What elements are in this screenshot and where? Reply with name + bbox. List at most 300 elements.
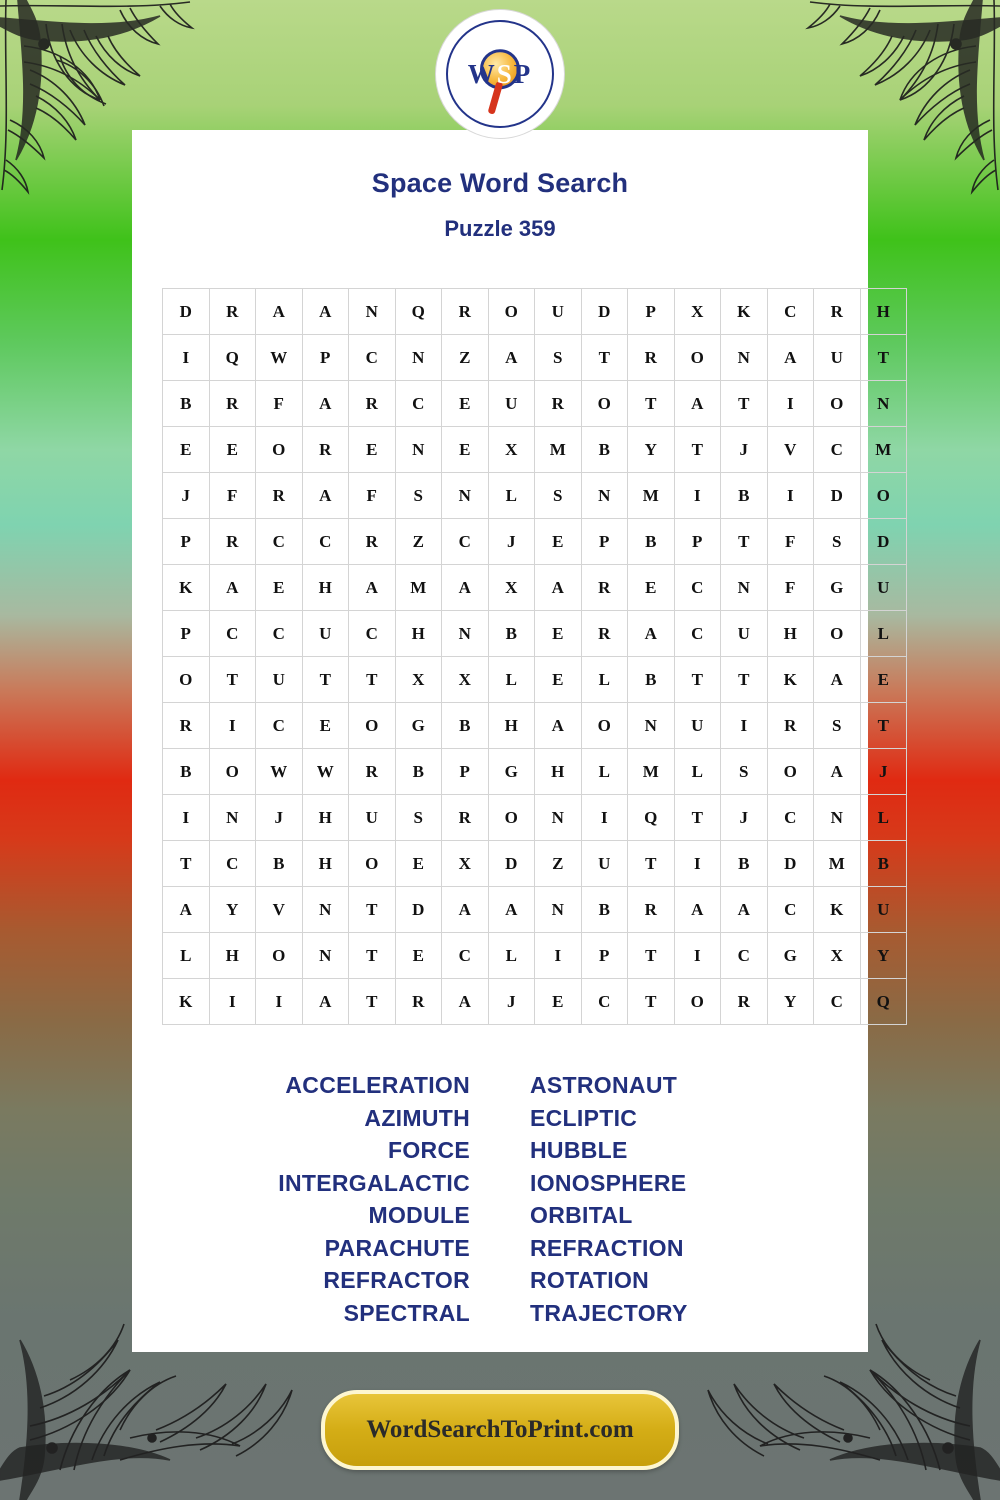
grid-row: [163, 933, 907, 979]
grid-cell[interactable]: R: [442, 795, 489, 841]
grid-cell[interactable]: U: [860, 565, 907, 611]
grid-cell[interactable]: Y: [209, 887, 256, 933]
grid-cell[interactable]: T: [721, 519, 768, 565]
grid-row: [163, 565, 907, 611]
grid-cell[interactable]: K: [767, 657, 814, 703]
grid-cell[interactable]: P: [581, 933, 628, 979]
grid-cell[interactable]: T: [349, 933, 396, 979]
grid-cell[interactable]: B: [721, 841, 768, 887]
grid-cell[interactable]: H: [860, 289, 907, 335]
logo-letter-p: P: [513, 58, 533, 89]
grid-cell[interactable]: J: [256, 795, 303, 841]
grid-cell[interactable]: Y: [628, 427, 675, 473]
grid-row: [163, 381, 907, 427]
grid-cell[interactable]: T: [674, 427, 721, 473]
word-list-item: REFRACTION: [530, 1234, 684, 1261]
grid-cell[interactable]: M: [628, 749, 675, 795]
grid-cell[interactable]: P: [442, 749, 489, 795]
grid-cell[interactable]: P: [163, 611, 210, 657]
grid-cell[interactable]: B: [628, 657, 675, 703]
grid-cell[interactable]: H: [767, 611, 814, 657]
grid-cell[interactable]: B: [256, 841, 303, 887]
grid-cell[interactable]: M: [860, 427, 907, 473]
grid-cell[interactable]: R: [256, 473, 303, 519]
word-list-column-left: [210, 1069, 500, 1329]
grid-cell[interactable]: B: [163, 381, 210, 427]
grid-cell[interactable]: A: [814, 657, 861, 703]
grid-cell[interactable]: B: [581, 887, 628, 933]
grid-cell[interactable]: U: [256, 657, 303, 703]
grid-cell[interactable]: R: [209, 381, 256, 427]
grid-cell[interactable]: O: [488, 289, 535, 335]
grid-cell[interactable]: L: [488, 657, 535, 703]
grid-cell[interactable]: L: [488, 933, 535, 979]
grid-cell[interactable]: E: [860, 657, 907, 703]
grid-cell[interactable]: A: [767, 335, 814, 381]
grid-cell[interactable]: N: [302, 933, 349, 979]
grid-cell[interactable]: B: [860, 841, 907, 887]
word-list: [132, 1069, 868, 1329]
grid-cell[interactable]: N: [814, 795, 861, 841]
grid-cell[interactable]: E: [395, 841, 442, 887]
grid-cell[interactable]: R: [814, 289, 861, 335]
grid-cell[interactable]: I: [209, 979, 256, 1025]
word-list-item: AZIMUTH: [364, 1104, 470, 1131]
grid-cell[interactable]: E: [442, 381, 489, 427]
grid-cell[interactable]: A: [302, 381, 349, 427]
grid-cell[interactable]: A: [302, 289, 349, 335]
grid-cell[interactable]: N: [209, 795, 256, 841]
grid-cell[interactable]: T: [860, 335, 907, 381]
grid-cell[interactable]: H: [535, 749, 582, 795]
grid-cell[interactable]: X: [674, 289, 721, 335]
grid-cell[interactable]: A: [488, 335, 535, 381]
grid-cell[interactable]: T: [628, 979, 675, 1025]
grid-cell[interactable]: Z: [535, 841, 582, 887]
grid-cell[interactable]: R: [767, 703, 814, 749]
grid-cell[interactable]: E: [349, 427, 396, 473]
grid-cell[interactable]: Q: [395, 289, 442, 335]
grid-cell[interactable]: B: [628, 519, 675, 565]
grid-cell[interactable]: A: [302, 979, 349, 1025]
grid-cell[interactable]: R: [581, 611, 628, 657]
grid-cell[interactable]: T: [860, 703, 907, 749]
grid-cell[interactable]: N: [860, 381, 907, 427]
grid-cell[interactable]: R: [535, 381, 582, 427]
logo-letter-s: S: [496, 58, 514, 89]
grid-cell[interactable]: I: [163, 795, 210, 841]
grid-cell[interactable]: K: [163, 565, 210, 611]
grid-cell[interactable]: B: [488, 611, 535, 657]
grid-cell[interactable]: J: [721, 795, 768, 841]
grid-row: [163, 749, 907, 795]
grid-cell[interactable]: L: [860, 611, 907, 657]
grid-cell[interactable]: E: [209, 427, 256, 473]
grid-cell[interactable]: R: [163, 703, 210, 749]
grid-cell[interactable]: U: [581, 841, 628, 887]
letter-grid-table[interactable]: [162, 288, 907, 1025]
grid-cell[interactable]: H: [488, 703, 535, 749]
grid-cell[interactable]: D: [581, 289, 628, 335]
grid-cell[interactable]: X: [488, 565, 535, 611]
grid-cell[interactable]: C: [767, 795, 814, 841]
grid-cell[interactable]: R: [302, 427, 349, 473]
grid-cell[interactable]: U: [535, 289, 582, 335]
grid-cell[interactable]: O: [256, 427, 303, 473]
grid-cell[interactable]: A: [814, 749, 861, 795]
grid-cell[interactable]: Q: [209, 335, 256, 381]
grid-cell[interactable]: A: [674, 381, 721, 427]
website-button[interactable]: [321, 1390, 679, 1470]
grid-cell[interactable]: R: [349, 519, 396, 565]
grid-cell[interactable]: O: [581, 381, 628, 427]
grid-cell[interactable]: F: [767, 519, 814, 565]
grid-cell[interactable]: B: [395, 749, 442, 795]
grid-cell[interactable]: M: [535, 427, 582, 473]
page-title: Space Word Search: [371, 168, 629, 198]
grid-cell[interactable]: V: [256, 887, 303, 933]
grid-cell[interactable]: C: [256, 611, 303, 657]
grid-cell[interactable]: E: [535, 611, 582, 657]
word-list-item: IONOSPHERE: [530, 1169, 687, 1196]
grid-cell[interactable]: N: [628, 703, 675, 749]
grid-cell[interactable]: E: [535, 657, 582, 703]
grid-cell[interactable]: A: [302, 473, 349, 519]
grid-cell[interactable]: T: [349, 979, 396, 1025]
grid-cell[interactable]: D: [488, 841, 535, 887]
grid-cell[interactable]: N: [349, 289, 396, 335]
grid-cell[interactable]: J: [488, 519, 535, 565]
grid-cell[interactable]: A: [349, 565, 396, 611]
grid-row: [163, 979, 907, 1025]
grid-cell[interactable]: C: [442, 933, 489, 979]
grid-cell[interactable]: C: [349, 335, 396, 381]
grid-cell[interactable]: B: [581, 427, 628, 473]
grid-cell[interactable]: D: [860, 519, 907, 565]
grid-cell[interactable]: L: [860, 795, 907, 841]
word-list-item: INTERGALACTIC: [278, 1169, 470, 1196]
word-list-item: ROTATION: [530, 1267, 650, 1293]
grid-cell[interactable]: E: [628, 565, 675, 611]
grid-cell[interactable]: E: [442, 427, 489, 473]
grid-cell[interactable]: N: [581, 473, 628, 519]
grid-cell[interactable]: A: [535, 703, 582, 749]
grid-cell[interactable]: K: [163, 979, 210, 1025]
grid-row: [163, 841, 907, 887]
grid-cell[interactable]: R: [209, 519, 256, 565]
grid-cell[interactable]: W: [302, 749, 349, 795]
grid-cell[interactable]: R: [581, 565, 628, 611]
word-list-item: MODULE: [368, 1202, 470, 1228]
grid-cell[interactable]: O: [488, 795, 535, 841]
grid-cell[interactable]: X: [442, 841, 489, 887]
grid-cell[interactable]: F: [349, 473, 396, 519]
grid-cell[interactable]: N: [721, 335, 768, 381]
grid-cell[interactable]: B: [721, 473, 768, 519]
grid-cell[interactable]: P: [628, 289, 675, 335]
grid-cell[interactable]: M: [395, 565, 442, 611]
grid-row: [163, 795, 907, 841]
grid-cell[interactable]: I: [767, 473, 814, 519]
grid-cell[interactable]: E: [302, 703, 349, 749]
word-list-item: PARACHUTE: [324, 1234, 470, 1261]
grid-cell[interactable]: X: [395, 657, 442, 703]
grid-cell[interactable]: M: [628, 473, 675, 519]
grid-cell[interactable]: I: [163, 335, 210, 381]
grid-cell[interactable]: O: [814, 611, 861, 657]
grid-cell[interactable]: Y: [767, 979, 814, 1025]
grid-cell[interactable]: G: [395, 703, 442, 749]
grid-cell[interactable]: W: [256, 335, 303, 381]
grid-cell[interactable]: E: [163, 427, 210, 473]
grid-cell[interactable]: P: [581, 519, 628, 565]
grid-cell[interactable]: I: [767, 381, 814, 427]
grid-cell[interactable]: X: [488, 427, 535, 473]
grid-cell[interactable]: G: [488, 749, 535, 795]
grid-cell[interactable]: I: [209, 703, 256, 749]
grid-cell[interactable]: L: [674, 749, 721, 795]
grid-cell[interactable]: N: [535, 887, 582, 933]
grid-row: [163, 473, 907, 519]
grid-row: [163, 519, 907, 565]
grid-cell[interactable]: R: [349, 749, 396, 795]
grid-cell[interactable]: C: [721, 933, 768, 979]
grid-cell[interactable]: N: [442, 473, 489, 519]
grid-cell[interactable]: O: [349, 703, 396, 749]
grid-cell[interactable]: N: [721, 565, 768, 611]
grid-cell[interactable]: T: [674, 657, 721, 703]
grid-cell[interactable]: C: [581, 979, 628, 1025]
grid-cell[interactable]: I: [535, 933, 582, 979]
grid-cell[interactable]: H: [302, 795, 349, 841]
grid-cell[interactable]: Z: [442, 335, 489, 381]
grid-cell[interactable]: T: [349, 657, 396, 703]
grid-cell[interactable]: O: [814, 381, 861, 427]
word-list-item: FORCE: [388, 1137, 470, 1163]
grid-cell[interactable]: A: [721, 887, 768, 933]
grid-cell[interactable]: S: [814, 519, 861, 565]
grid-cell[interactable]: F: [209, 473, 256, 519]
grid-cell[interactable]: U: [860, 887, 907, 933]
grid-cell[interactable]: P: [302, 335, 349, 381]
grid-cell[interactable]: D: [814, 473, 861, 519]
grid-cell[interactable]: C: [674, 565, 721, 611]
grid-cell[interactable]: C: [256, 519, 303, 565]
grid-cell[interactable]: D: [767, 841, 814, 887]
word-list-item: ECLIPTIC: [530, 1104, 638, 1131]
grid-cell[interactable]: J: [860, 749, 907, 795]
grid-cell[interactable]: X: [814, 933, 861, 979]
grid-cell[interactable]: Y: [860, 933, 907, 979]
grid-cell[interactable]: O: [349, 841, 396, 887]
grid-cell[interactable]: E: [535, 519, 582, 565]
grid-cell[interactable]: T: [349, 887, 396, 933]
grid-cell[interactable]: C: [395, 381, 442, 427]
grid-cell[interactable]: I: [256, 979, 303, 1025]
grid-cell[interactable]: O: [163, 657, 210, 703]
grid-cell[interactable]: U: [814, 335, 861, 381]
grid-cell[interactable]: R: [395, 979, 442, 1025]
grid-cell[interactable]: S: [721, 749, 768, 795]
grid-cell[interactable]: L: [163, 933, 210, 979]
grid-cell[interactable]: J: [488, 979, 535, 1025]
grid-cell[interactable]: F: [767, 565, 814, 611]
grid-cell[interactable]: I: [581, 795, 628, 841]
grid-cell[interactable]: T: [163, 841, 210, 887]
grid-cell[interactable]: G: [814, 565, 861, 611]
logo-letters: [468, 59, 533, 90]
grid-cell[interactable]: M: [814, 841, 861, 887]
grid-row: [163, 427, 907, 473]
grid-cell[interactable]: K: [814, 887, 861, 933]
word-list-item: ASTRONAUT: [530, 1072, 678, 1098]
grid-cell[interactable]: H: [302, 565, 349, 611]
grid-cell[interactable]: U: [674, 703, 721, 749]
grid-cell[interactable]: C: [256, 703, 303, 749]
grid-cell[interactable]: C: [814, 979, 861, 1025]
grid-cell[interactable]: Q: [628, 795, 675, 841]
grid-cell[interactable]: X: [442, 657, 489, 703]
grid-cell[interactable]: A: [442, 887, 489, 933]
grid-cell[interactable]: A: [256, 289, 303, 335]
grid-cell[interactable]: A: [674, 887, 721, 933]
grid-cell[interactable]: Z: [395, 519, 442, 565]
word-list-item: ACCELERATION: [285, 1072, 470, 1098]
grid-cell[interactable]: B: [442, 703, 489, 749]
word-list-item: TRAJECTORY: [530, 1299, 688, 1326]
grid-cell[interactable]: G: [767, 933, 814, 979]
grid-cell[interactable]: N: [395, 427, 442, 473]
grid-cell[interactable]: O: [256, 933, 303, 979]
grid-cell[interactable]: R: [442, 289, 489, 335]
word-list-column-right: [500, 1069, 790, 1329]
grid-cell[interactable]: C: [442, 519, 489, 565]
grid-cell[interactable]: A: [488, 887, 535, 933]
grid-cell[interactable]: N: [535, 795, 582, 841]
grid-cell[interactable]: C: [209, 611, 256, 657]
grid-cell[interactable]: U: [302, 611, 349, 657]
grid-cell[interactable]: T: [721, 381, 768, 427]
grid-cell[interactable]: L: [581, 749, 628, 795]
grid-row: [163, 611, 907, 657]
grid-cell[interactable]: Q: [860, 979, 907, 1025]
grid-cell[interactable]: F: [256, 381, 303, 427]
grid-cell[interactable]: C: [767, 887, 814, 933]
grid-cell[interactable]: I: [674, 933, 721, 979]
grid-cell[interactable]: A: [442, 565, 489, 611]
grid-cell[interactable]: E: [535, 979, 582, 1025]
grid-cell[interactable]: T: [209, 657, 256, 703]
grid-row: [163, 703, 907, 749]
site-logo: [436, 10, 564, 138]
grid-cell[interactable]: E: [395, 933, 442, 979]
word-list-item: ORBITAL: [530, 1202, 633, 1228]
logo-letter-w: W: [467, 58, 497, 89]
grid-cell[interactable]: C: [209, 841, 256, 887]
grid-cell[interactable]: R: [628, 335, 675, 381]
grid-cell[interactable]: I: [721, 703, 768, 749]
grid-cell[interactable]: W: [256, 749, 303, 795]
grid-cell[interactable]: L: [488, 473, 535, 519]
grid-cell[interactable]: A: [163, 887, 210, 933]
grid-cell[interactable]: N: [302, 887, 349, 933]
grid-row: [163, 887, 907, 933]
grid-cell[interactable]: R: [628, 887, 675, 933]
grid-cell[interactable]: S: [814, 703, 861, 749]
word-list-item: REFRACTOR: [323, 1267, 470, 1293]
grid-cell[interactable]: R: [209, 289, 256, 335]
grid-cell[interactable]: T: [674, 795, 721, 841]
word-search-grid[interactable]: [162, 288, 892, 1025]
grid-cell[interactable]: H: [302, 841, 349, 887]
grid-cell[interactable]: I: [674, 841, 721, 887]
grid-cell[interactable]: T: [628, 841, 675, 887]
grid-cell[interactable]: P: [163, 519, 210, 565]
website-button-label: WordSearchToPrint.com: [366, 1416, 634, 1443]
grid-cell[interactable]: S: [395, 473, 442, 519]
grid-cell[interactable]: S: [535, 335, 582, 381]
grid-cell[interactable]: O: [674, 335, 721, 381]
grid-row: [163, 335, 907, 381]
grid-cell[interactable]: T: [721, 657, 768, 703]
grid-cell[interactable]: J: [721, 427, 768, 473]
grid-cell[interactable]: N: [395, 335, 442, 381]
grid-cell[interactable]: V: [767, 427, 814, 473]
grid-cell[interactable]: T: [628, 381, 675, 427]
grid-cell[interactable]: C: [349, 611, 396, 657]
grid-cell[interactable]: C: [674, 611, 721, 657]
grid-cell[interactable]: S: [395, 795, 442, 841]
grid-cell[interactable]: U: [488, 381, 535, 427]
grid-cell[interactable]: O: [581, 703, 628, 749]
grid-cell[interactable]: U: [721, 611, 768, 657]
grid-cell[interactable]: B: [163, 749, 210, 795]
grid-cell[interactable]: I: [674, 473, 721, 519]
grid-cell[interactable]: R: [721, 979, 768, 1025]
grid-cell[interactable]: O: [860, 473, 907, 519]
grid-cell[interactable]: R: [349, 381, 396, 427]
grid-cell[interactable]: A: [535, 565, 582, 611]
grid-cell[interactable]: O: [209, 749, 256, 795]
grid-cell[interactable]: J: [163, 473, 210, 519]
grid-cell[interactable]: N: [442, 611, 489, 657]
grid-cell[interactable]: O: [767, 749, 814, 795]
grid-cell[interactable]: E: [256, 565, 303, 611]
word-list-item: HUBBLE: [530, 1137, 628, 1163]
grid-cell[interactable]: A: [209, 565, 256, 611]
grid-cell[interactable]: U: [349, 795, 396, 841]
grid-cell[interactable]: C: [814, 427, 861, 473]
grid-cell[interactable]: D: [395, 887, 442, 933]
grid-cell[interactable]: T: [302, 657, 349, 703]
grid-cell[interactable]: C: [767, 289, 814, 335]
grid-cell[interactable]: T: [628, 933, 675, 979]
puzzle-number: Puzzle 359: [444, 216, 556, 241]
grid-cell[interactable]: C: [302, 519, 349, 565]
grid-cell[interactable]: T: [581, 335, 628, 381]
grid-cell[interactable]: K: [721, 289, 768, 335]
logo-circle: [446, 20, 554, 128]
grid-cell[interactable]: S: [535, 473, 582, 519]
grid-cell[interactable]: P: [674, 519, 721, 565]
grid-cell[interactable]: A: [628, 611, 675, 657]
grid-cell[interactable]: H: [395, 611, 442, 657]
grid-cell[interactable]: H: [209, 933, 256, 979]
grid-cell[interactable]: A: [442, 979, 489, 1025]
grid-cell[interactable]: L: [581, 657, 628, 703]
grid-cell[interactable]: O: [674, 979, 721, 1025]
grid-cell[interactable]: D: [163, 289, 210, 335]
